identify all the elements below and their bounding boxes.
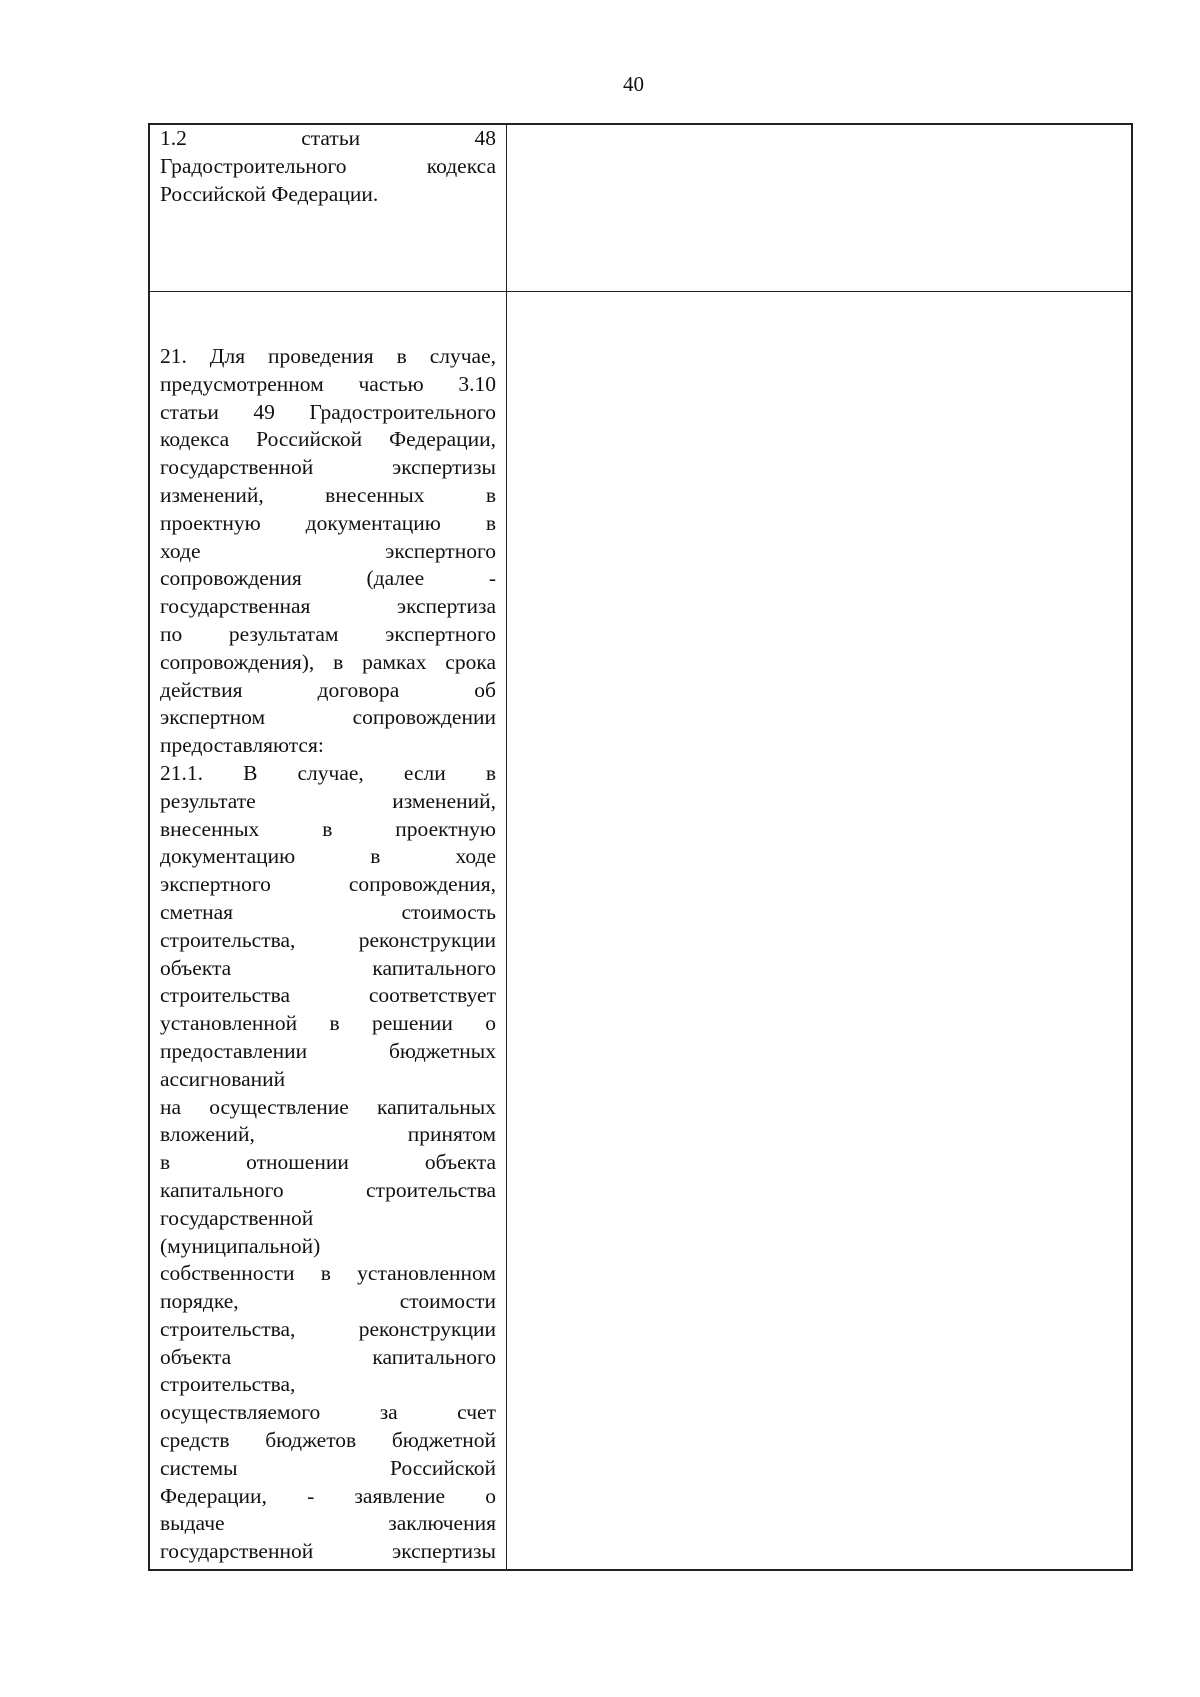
text-line: государственной (160, 1205, 314, 1230)
text-line: выдаче заключения (160, 1511, 496, 1536)
text-line: сопровождения (далее - (160, 566, 496, 591)
text-line: строительства соответствует (160, 983, 496, 1008)
text-line: изменений, внесенных в (160, 482, 496, 507)
text-line: строительства, реконструкции (160, 1316, 496, 1341)
table-cell-right (507, 292, 1131, 1569)
text-line: экспертном сопровождении (160, 705, 496, 730)
text-line: строительства, (160, 1372, 296, 1397)
table-row (150, 125, 1131, 291)
text-line: внесенных в проектную (160, 816, 496, 841)
text-line: на осуществление капитальных (160, 1094, 496, 1119)
text-line: системы Российской (160, 1455, 496, 1480)
text-line: порядке, стоимости (160, 1289, 496, 1314)
text-line: строительства, реконструкции (160, 927, 496, 952)
table-cell-left (150, 292, 507, 1569)
text-line: в отношении объекта (160, 1150, 496, 1175)
text-line: сметная стоимость (160, 899, 496, 924)
text-line: результате изменений, (160, 788, 496, 813)
text-line: кодекса Российской Федерации, (160, 427, 496, 452)
text-line: Федерации, - заявление о (160, 1483, 496, 1508)
text-line: государственной экспертизы (160, 1539, 496, 1564)
table-cell-left (150, 125, 507, 291)
text-line: предусмотренном частью 3.10 (160, 371, 496, 396)
text-line: Градостроительного кодекса (160, 153, 496, 178)
table-row (150, 291, 1131, 1569)
text-line: проектную документацию в (160, 510, 496, 535)
text-line: осуществляемого за счет (160, 1400, 496, 1425)
text-line: Российской Федерации. (160, 181, 379, 206)
text-line: экспертного сопровождения, (160, 872, 496, 897)
text-line: 21. Для проведения в случае, (160, 344, 496, 368)
text-line: 1.2 статьи 48 (160, 126, 496, 150)
text-line: государственная экспертиза (160, 594, 496, 619)
text-line: ассигнований (160, 1066, 286, 1091)
document-table (148, 123, 1133, 1571)
text-line: ходе экспертного (160, 538, 496, 563)
text-line: действия договора об (160, 677, 496, 702)
text-line: объекта капитального (160, 955, 496, 980)
text-line: документацию в ходе (160, 844, 496, 869)
text-line: собственности в установленном (160, 1261, 496, 1286)
text-line: предоставляются: (160, 733, 324, 758)
text-line: (муниципальной) (160, 1233, 321, 1258)
text-line: установленной в решении о (160, 1011, 496, 1036)
page-number: 40 (623, 72, 644, 96)
text-line: капитального строительства (160, 1177, 496, 1202)
text-line: вложений, принятом (160, 1122, 496, 1147)
text-line: предоставлении бюджетных (160, 1038, 496, 1063)
text-line: статьи 49 Градостроительного (160, 399, 496, 424)
text-line: сопровождения), в рамках срока (160, 649, 496, 674)
text-line: объекта капитального (160, 1344, 496, 1369)
table-cell-right (507, 125, 1131, 291)
text-line: средств бюджетов бюджетной (160, 1428, 496, 1453)
text-line: 21.1. В случае, если в (160, 760, 496, 785)
text-line: государственной экспертизы (160, 455, 496, 480)
text-line: по результатам экспертного (160, 621, 496, 646)
